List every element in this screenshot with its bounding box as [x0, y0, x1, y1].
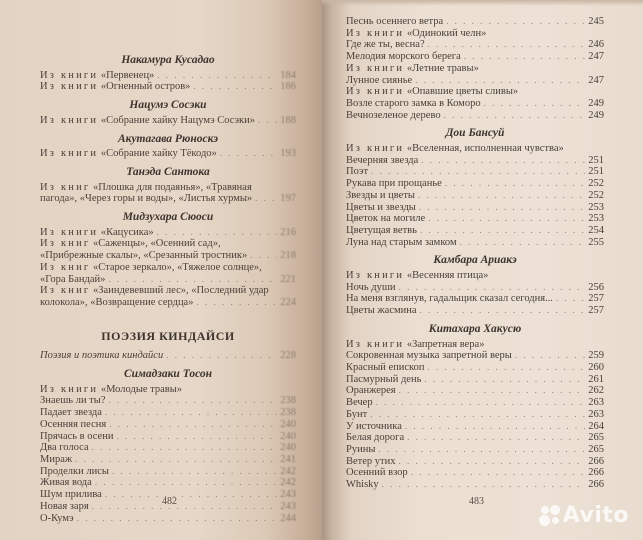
- continuation-list: [346, 16, 604, 121]
- entry-title: Вечер: [346, 397, 373, 409]
- page-number: 264: [588, 420, 604, 432]
- entry-title: Звезды и цветы: [346, 189, 415, 201]
- dot-leader: [196, 297, 277, 309]
- toc-entry: [40, 513, 296, 525]
- table-of-contents-right: [346, 16, 604, 491]
- dot-leader: [370, 409, 585, 421]
- page-number: 244: [280, 512, 296, 524]
- page-number: 255: [588, 236, 604, 248]
- toc-entry: колокола», «Возвращение сердца» . . . 224: [40, 297, 296, 309]
- dot-leader: [382, 479, 585, 491]
- entry-title: Возле старого замка в Коморо: [346, 97, 481, 109]
- author-heading: Накамура Кусадао: [121, 54, 215, 66]
- entry-title: Песнь осеннего ветра: [346, 16, 444, 27]
- entry-title: На меня взглянув, гадальщик сказал сегодня...: [346, 293, 553, 305]
- dot-leader: [407, 432, 585, 444]
- toc-entry: Поэзия и поэтика киндайси . . . 228: [40, 350, 296, 362]
- author-heading: Китахара Хакусю: [428, 322, 522, 335]
- toc-entry: [40, 442, 296, 454]
- toc-entry: Из книги «Собрание хайку Тёкодо» . . . 193: [40, 148, 296, 160]
- page-number: 188: [280, 114, 296, 126]
- entry-title: Пасмурный день: [346, 373, 422, 385]
- toc-entry: [346, 397, 604, 409]
- toc-entry: [346, 467, 604, 479]
- page-number: 253: [588, 201, 604, 213]
- toc-entry: Из книги «Огненный остров» . . . 186: [40, 81, 296, 93]
- dot-leader: [157, 70, 277, 82]
- entry-title: Осенняя песня: [40, 418, 107, 430]
- page-number: 242: [280, 465, 296, 477]
- page-right: [322, 0, 643, 540]
- page-number: 186: [280, 81, 296, 93]
- page-number: 240: [280, 442, 296, 454]
- page-number: 243: [280, 489, 296, 501]
- entry-title: Бунт: [346, 408, 368, 420]
- dot-leader: [105, 489, 277, 501]
- page-number: 242: [280, 477, 296, 489]
- entry-title: О-Кумэ: [40, 512, 74, 524]
- table-of-contents-left: [40, 55, 296, 524]
- toc-entry: [346, 305, 604, 317]
- toc-entry-line: Из книг «Старое зеркало», «Тяжелое солнце»,: [40, 261, 262, 273]
- book-title: Из книги «Летние травы»: [346, 62, 479, 74]
- entry-title: Сокровенная музыка запретной веры: [346, 350, 512, 362]
- entry-title: Рукава при прощанье: [346, 178, 442, 190]
- dot-leader: [166, 350, 277, 362]
- entry-title: Цветущая ветвь: [346, 224, 417, 236]
- dot-leader: [105, 407, 277, 419]
- author-heading: Нацумэ Сосэки: [129, 99, 207, 112]
- toc-entry: [346, 155, 604, 167]
- dot-leader: [250, 250, 277, 262]
- author-heading: Симадзаки Тосон: [123, 368, 213, 381]
- entry-title: Мираж: [40, 453, 73, 465]
- page-number: 265: [588, 432, 604, 444]
- toc-entry: [40, 454, 296, 466]
- toc-entry: [346, 237, 604, 249]
- dot-leader: [460, 237, 585, 249]
- toc-entry: [346, 409, 604, 421]
- toc-entry: [346, 98, 604, 110]
- entry-title: Вечерняя звезда: [346, 154, 419, 166]
- toc-entry: [346, 350, 604, 362]
- book-title: Из книги «Опавшие цветы сливы»: [346, 86, 519, 98]
- dot-leader: [258, 115, 277, 127]
- toc-entry: Из книги «Собрание хайку Нацумэ Сосэки» . . . 188: [40, 115, 296, 127]
- dot-leader: [415, 75, 585, 87]
- entry-title: Прячась в осени: [40, 430, 114, 442]
- book-title: Из книги «Весенняя птица»: [346, 270, 489, 282]
- author-heading: Акутагава Рюноскэ: [117, 132, 219, 145]
- page-number: 247: [588, 51, 604, 63]
- dot-leader: [428, 213, 585, 225]
- entry-title: У источника: [346, 420, 402, 432]
- entry-title: Где же ты, весна?: [346, 39, 425, 51]
- entry-title: Лунное сиянье: [346, 74, 413, 86]
- page-number: 252: [588, 178, 604, 190]
- dot-leader: [399, 456, 586, 468]
- dot-leader: [421, 155, 585, 167]
- page-number: 228: [280, 350, 296, 362]
- dot-leader: [515, 350, 585, 362]
- book-title: Из книги «Вселенная, исполненная чувства»: [346, 143, 564, 155]
- entry-title: Живая вода: [40, 477, 92, 489]
- entry-title: Красный епископ: [346, 361, 425, 373]
- entry-title: Ночь души: [346, 281, 396, 293]
- dot-leader: [95, 477, 277, 489]
- dot-leader: [157, 227, 277, 239]
- page-number: 246: [588, 39, 604, 51]
- toc-entry: [346, 16, 604, 28]
- dot-leader: [405, 421, 585, 433]
- toc-entry: [346, 444, 604, 456]
- dot-leader: [77, 513, 277, 525]
- dot-leader: [445, 178, 585, 190]
- dot-leader: [446, 16, 585, 28]
- author-heading: Танэда Сантока: [126, 165, 210, 178]
- dot-leader: [428, 39, 585, 51]
- toc-entry-line: Из книг «Заиндевевший лес», «Последний удар: [40, 285, 269, 297]
- toc-entry: пагода», «Через горы и воды», «Листья хурмы» . . . 197: [40, 193, 296, 205]
- toc-entry: [40, 477, 296, 489]
- entry-title: Мелодия морского берега: [346, 51, 461, 63]
- page-number: 266: [588, 479, 604, 491]
- dot-leader: [92, 442, 277, 454]
- dot-leader: [376, 397, 585, 409]
- page-number: 197: [280, 193, 296, 205]
- dot-leader: [444, 110, 585, 122]
- entry-title: Падает звезда: [40, 407, 102, 419]
- page-number: 263: [588, 408, 604, 420]
- page-number: 243: [280, 500, 296, 512]
- toc-entry: [346, 293, 604, 305]
- dot-leader: [428, 362, 586, 374]
- entry-title: Новая заря: [40, 500, 89, 512]
- toc-entry: [346, 456, 604, 468]
- page-number: 193: [280, 148, 296, 160]
- toc-entry: Из книги «Первенец» . . . 184: [40, 70, 296, 82]
- dot-leader: [193, 81, 277, 93]
- toc-entry: [346, 39, 604, 51]
- dot-leader: [464, 51, 585, 63]
- toc-entry: [40, 419, 296, 431]
- page-number: 245: [588, 16, 604, 27]
- page-number: 262: [588, 385, 604, 397]
- entry-title: Цветок на могиле: [346, 213, 426, 225]
- toc-entry: [346, 213, 604, 225]
- dot-leader: [112, 466, 277, 478]
- dot-leader: [424, 374, 585, 386]
- page-number: 252: [588, 189, 604, 201]
- page-number: 256: [588, 281, 604, 293]
- page-number: 259: [588, 350, 604, 362]
- page-number: 253: [588, 213, 604, 225]
- toc-entry: [40, 395, 296, 407]
- entry-title: Осенний взор: [346, 467, 408, 479]
- page-number: 240: [280, 418, 296, 430]
- page-number: 249: [588, 109, 604, 121]
- entry-title: Цветы жасмина: [346, 305, 417, 317]
- page-number: 216: [280, 226, 296, 238]
- dot-leader: [411, 467, 585, 479]
- toc-entry: [346, 178, 604, 190]
- dot-leader: [255, 193, 277, 205]
- entry-title: Проделки лисы: [40, 465, 109, 477]
- page-number: 254: [588, 224, 604, 236]
- page-number: 251: [588, 154, 604, 166]
- page-number: 238: [280, 395, 296, 407]
- toc-entry: [346, 75, 604, 87]
- avito-logo-icon: [539, 505, 561, 527]
- author-heading: Дои Бансуй: [445, 127, 505, 140]
- toc-entry-line: Из книг «Плошка для подаянья», «Травяная: [40, 181, 252, 193]
- dot-leader: [220, 148, 277, 160]
- toc-entry: «Гора Бандай» . . . 221: [40, 274, 296, 286]
- book-title: Из книги «Молодые травы»: [40, 383, 183, 395]
- entry-title: Поэт: [346, 166, 369, 178]
- page-number: 247: [588, 74, 604, 86]
- toc-entry-line: Из книг «Саженцы», «Осенний сад»,: [40, 238, 221, 250]
- toc-entry: [346, 282, 604, 294]
- toc-entry: [346, 225, 604, 237]
- page-number-footer: 482: [162, 496, 177, 507]
- author-heading: Камбара Ариакэ: [433, 254, 517, 267]
- page-number: 240: [280, 430, 296, 442]
- dot-leader: [399, 282, 585, 294]
- avito-watermark: [539, 503, 629, 528]
- dot-leader: [420, 225, 585, 237]
- toc-entry: [40, 407, 296, 419]
- dot-leader: [484, 98, 585, 110]
- dot-leader: [418, 190, 585, 202]
- dot-leader: [116, 431, 277, 443]
- section-heading: ПОЭЗИЯ КИНДАЙСИ: [101, 328, 235, 343]
- toc-entry: [346, 479, 604, 491]
- page-number: 266: [588, 455, 604, 467]
- page-number: 251: [588, 166, 604, 178]
- book-title: Из книги «Одинокий челн»: [346, 27, 487, 39]
- toc-entry: [346, 190, 604, 202]
- page-number: 257: [588, 305, 604, 317]
- watermark-text: Avito: [562, 503, 629, 528]
- page-number: 263: [588, 397, 604, 409]
- entry-title: Вечнозеленое дерево: [346, 109, 441, 121]
- entry-title: Руины: [346, 443, 376, 455]
- entry-title: Цветы и звезды: [346, 201, 416, 213]
- page-number: 184: [280, 69, 296, 81]
- entry-title: Луна над старым замком: [346, 236, 457, 248]
- dot-leader: [371, 166, 585, 178]
- entry-title: Шум прилива: [40, 489, 102, 501]
- toc-entry: [346, 202, 604, 214]
- page-number: 218: [280, 250, 296, 262]
- entry-title: Знаешь ли ты?: [40, 395, 106, 407]
- page-number: 238: [280, 407, 296, 419]
- toc-entry: «Прибрежные скалы», «Срезанный тростник» . . . 218: [40, 250, 296, 262]
- toc-entry: [346, 374, 604, 386]
- dot-leader: [419, 202, 585, 214]
- toc-entry: [346, 432, 604, 444]
- dot-leader: [92, 501, 277, 513]
- page-number: 260: [588, 361, 604, 373]
- page-number: 266: [588, 467, 604, 479]
- entry-title: Whisky: [346, 479, 379, 491]
- dot-leader: [378, 444, 585, 456]
- toc-entry: [40, 431, 296, 443]
- page-number: 257: [588, 293, 604, 305]
- toc-entry: [346, 362, 604, 374]
- toc-entry: [346, 166, 604, 178]
- dot-leader: [420, 305, 585, 317]
- entry-title: Два голоса: [40, 442, 89, 454]
- entry-title: Ветер утих: [346, 455, 396, 467]
- entry-title: Белая дорога: [346, 432, 405, 444]
- dot-leader: [75, 454, 277, 466]
- toc-entry: [346, 385, 604, 397]
- book-title: Из книги «Запретная вера»: [346, 338, 485, 350]
- author-groups: [346, 128, 604, 490]
- dot-leader: [556, 293, 585, 305]
- dot-leader: [108, 274, 277, 286]
- page-number: 224: [280, 296, 296, 308]
- page-number: 265: [588, 443, 604, 455]
- author-heading: Мидзухара Сюоси: [122, 211, 214, 224]
- page-number: 221: [280, 273, 296, 285]
- toc-entry: [346, 110, 604, 122]
- page-number: 249: [588, 97, 604, 109]
- entry-title: Оранжерея: [346, 385, 396, 397]
- toc-entry: [346, 51, 604, 63]
- toc-entry: [346, 421, 604, 433]
- page-number: 241: [280, 453, 296, 465]
- page-number-footer: 483: [469, 496, 484, 507]
- dot-leader: [399, 385, 585, 397]
- dot-leader: [109, 419, 277, 431]
- toc-entry: [40, 466, 296, 478]
- toc-entry: Из книги «Кацусика» . . . 216: [40, 227, 296, 239]
- page-number: 261: [588, 373, 604, 385]
- dot-leader: [109, 395, 278, 407]
